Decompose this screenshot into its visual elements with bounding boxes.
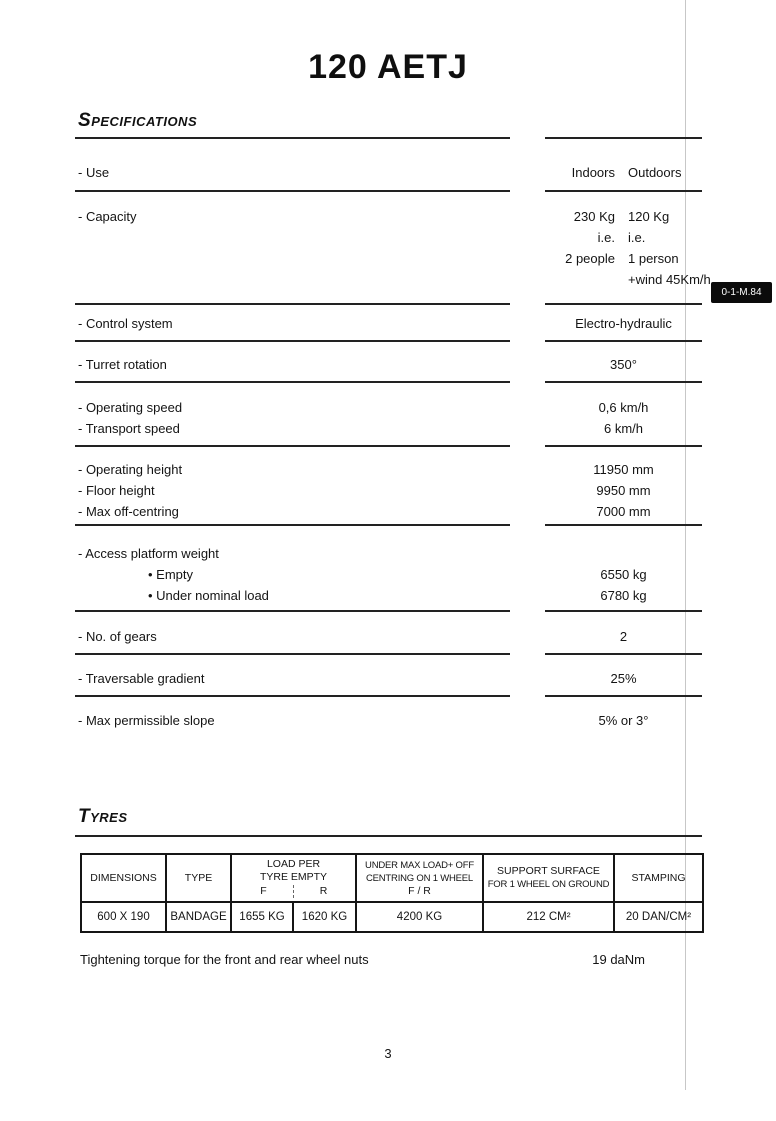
divider bbox=[545, 695, 702, 697]
divider bbox=[545, 190, 702, 192]
capacity-outdoors-people: 1 person bbox=[628, 251, 679, 266]
divider bbox=[545, 303, 702, 305]
cell-stamping: 20 DAN/CM² bbox=[614, 902, 703, 932]
tyres-table bbox=[80, 853, 704, 933]
divider bbox=[75, 303, 510, 305]
divider bbox=[75, 190, 510, 192]
document-reference-badge: 0-1-M.84 bbox=[711, 282, 772, 303]
spec-value-operating-height: 11950 mm bbox=[593, 462, 654, 477]
support-header-line2: FOR 1 WHEEL ON GROUND bbox=[487, 879, 610, 890]
page-number: 3 bbox=[384, 1046, 392, 1061]
torque-note-value: 19 daNm bbox=[592, 952, 645, 967]
divider bbox=[75, 340, 510, 342]
load-header-f: F bbox=[260, 885, 267, 897]
cell-support-surface: 212 CM² bbox=[483, 902, 614, 932]
divider bbox=[75, 524, 510, 526]
under-header-line1: UNDER MAX LOAD+ OFF bbox=[365, 859, 474, 871]
spec-value-gears: 2 bbox=[619, 629, 628, 644]
capacity-indoors-people: 2 people bbox=[565, 251, 615, 266]
capacity-indoors-load: 230 Kg bbox=[573, 209, 615, 224]
capacity-outdoors-ie: i.e. bbox=[628, 230, 646, 245]
spec-label-platform-weight: - Access platform weight bbox=[78, 546, 219, 561]
spec-value-slope: 5% or 3° bbox=[598, 713, 649, 728]
col-header-support-surface bbox=[483, 854, 614, 902]
divider bbox=[545, 340, 702, 342]
divider bbox=[75, 835, 702, 837]
support-header-line1: SUPPORT SURFACE bbox=[497, 865, 600, 877]
spec-label-control-system: - Control system bbox=[78, 316, 173, 331]
col-header-load-per-tyre bbox=[231, 854, 356, 902]
spec-label-use: - Use bbox=[78, 165, 110, 180]
divider bbox=[75, 445, 510, 447]
divider bbox=[545, 381, 702, 383]
spec-value-gradient: 25% bbox=[610, 671, 637, 686]
capacity-outdoors-wind: +wind 45Km/h bbox=[628, 272, 711, 287]
spec-label-capacity: - Capacity bbox=[78, 209, 137, 224]
spec-value-control-system: Electro-hydraulic bbox=[575, 316, 672, 331]
under-header-line3: F / R bbox=[408, 884, 431, 897]
spec-label-gradient: - Traversable gradient bbox=[78, 671, 205, 686]
spec-label-transport-speed: - Transport speed bbox=[78, 421, 180, 436]
under-header-line2: CENTRING ON 1 WHEEL bbox=[365, 872, 474, 884]
col-header-under-max-load bbox=[356, 854, 483, 902]
divider bbox=[75, 610, 510, 612]
cell-load-front: 1655 KG bbox=[231, 902, 293, 932]
capacity-indoors-wind bbox=[545, 269, 615, 290]
divider bbox=[545, 653, 702, 655]
tyres-heading: Tyres bbox=[78, 806, 128, 827]
load-header-fr-row bbox=[234, 885, 353, 898]
spec-value-floor-height: 9950 mm bbox=[596, 483, 651, 498]
spec-value-weight-nominal-load: 6780 kg bbox=[600, 588, 647, 603]
cell-load-rear: 1620 KG bbox=[293, 902, 356, 932]
cell-type: BANDAGE bbox=[166, 902, 231, 932]
divider bbox=[545, 137, 702, 139]
divider bbox=[75, 137, 510, 139]
spec-value-turret-rotation: 350° bbox=[610, 357, 637, 372]
spec-label-operating-height: - Operating height bbox=[78, 462, 183, 477]
spec-value-weight-empty: 6550 kg bbox=[600, 567, 647, 582]
divider bbox=[545, 445, 702, 447]
tyres-table-data-row bbox=[81, 902, 703, 932]
tyres-table-header-row bbox=[81, 854, 703, 902]
capacity-values bbox=[545, 206, 711, 290]
cell-under-max-load: 4200 KG bbox=[356, 902, 483, 932]
spec-label-slope: - Max permissible slope bbox=[78, 713, 215, 728]
spec-label-turret-rotation: - Turret rotation bbox=[78, 357, 167, 372]
cell-dimensions: 600 X 190 bbox=[81, 902, 166, 932]
divider bbox=[75, 381, 510, 383]
capacity-outdoors-load: 120 Kg bbox=[628, 209, 670, 224]
use-values bbox=[545, 162, 702, 183]
divider bbox=[545, 524, 702, 526]
spec-value-max-off-centring: 7000 mm bbox=[596, 504, 651, 519]
spec-label-max-off-centring: - Max off-centring bbox=[78, 504, 179, 519]
torque-note-label: Tightening torque for the front and rear wheel nuts bbox=[80, 952, 369, 967]
spec-label-operating-speed: - Operating speed bbox=[78, 400, 183, 415]
spec-label-gears: - No. of gears bbox=[78, 629, 157, 644]
divider bbox=[545, 610, 702, 612]
divider bbox=[75, 653, 510, 655]
spec-value-operating-speed: 0,6 km/h bbox=[598, 400, 649, 415]
spec-label-floor-height: - Floor height bbox=[78, 483, 155, 498]
spec-label-weight-nominal-load: • Under nominal load bbox=[148, 588, 269, 603]
use-indoors-label: Indoors bbox=[571, 165, 615, 180]
col-header-stamping: STAMPING bbox=[614, 854, 703, 902]
page-title: 120 AETJ bbox=[308, 48, 468, 86]
spec-value-transport-speed: 6 km/h bbox=[603, 421, 643, 436]
divider bbox=[75, 695, 510, 697]
specifications-heading: Specifications bbox=[78, 110, 198, 131]
use-outdoors-label: Outdoors bbox=[628, 165, 682, 180]
load-header-r: R bbox=[293, 885, 353, 898]
load-header-line1: LOAD PER bbox=[266, 858, 321, 870]
col-header-dimensions: DIMENSIONS bbox=[81, 854, 166, 902]
capacity-indoors-ie: i.e. bbox=[597, 230, 615, 245]
col-header-type: TYPE bbox=[166, 854, 231, 902]
load-header-line2: TYRE EMPTY bbox=[259, 871, 328, 883]
spec-label-weight-empty: • Empty bbox=[148, 567, 194, 582]
